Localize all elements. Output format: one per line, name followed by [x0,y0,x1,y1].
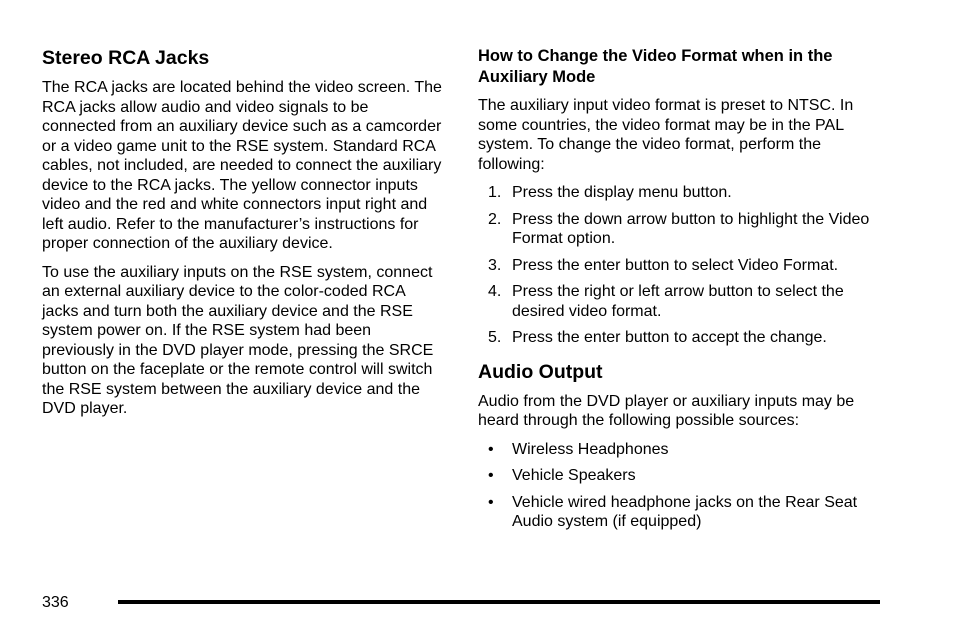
step-item [478,256,890,276]
step-number: 1. [488,184,502,201]
list-item [478,466,890,486]
left-column [42,46,442,428]
step-number: 5. [488,329,502,346]
paragraph-video-format-intro: The auxiliary input video format is preset to NTSC. In some countries, the video format may be in the PAL system. To change the video format, perform the following: [478,97,854,173]
step-text: Press the enter button to accept the change. [512,329,827,346]
bullet-icon: • [488,440,494,458]
step-number: 4. [488,283,502,300]
video-format-steps [478,183,890,348]
step-text: Press the enter button to select Video Format. [512,256,839,274]
subheading-video-format: How to Change the Video Format when in the Auxiliary Mode [478,47,833,86]
paragraph-audio-intro: Audio from the DVD player or auxiliary inputs may be heard through the following possible sources: [478,392,855,429]
audio-sources-list [478,440,890,532]
list-item-text: Vehicle Speakers [512,467,636,484]
right-column [478,46,890,541]
step-number: 2. [488,210,502,228]
step-number: 3. [488,256,502,274]
step-item [478,282,890,321]
step-text: Press the right or left arrow button to select the desired video format. [512,283,844,320]
footer-divider [118,600,880,604]
section-heading-stereo-rca-jacks: Stereo RCA Jacks [42,47,210,69]
step-item [478,183,890,203]
page-number: 336 [42,594,69,611]
list-item [478,493,890,532]
step-item [478,328,890,348]
paragraph-aux-usage: To use the auxiliary inputs on the RSE system, connect an external auxiliary device to the color-coded RCA jacks and turn both the auxiliary device and the RSE system power on. If the RSE system had been previously in the DVD player mode, pressing the SRCE button on the faceplate or the remote control will switch the RSE system between the auxiliary device and the DVD player. [42,263,434,417]
bullet-icon: • [488,467,494,484]
list-item-text: Wireless Headphones [512,440,669,458]
section-heading-audio-output: Audio Output [478,360,603,383]
step-text: Press the down arrow button to highlight the Video Format option. [512,210,870,247]
step-item [478,210,890,249]
list-item [478,440,890,460]
bullet-icon: • [488,493,494,511]
list-item-text: Vehicle wired headphone jacks on the Rear Seat Audio system (if equipped) [512,493,858,530]
paragraph-rca-location: The RCA jacks are located behind the video screen. The RCA jacks allow audio and video signals to be connected from an auxiliary device such as a camcorder or a video game unit to the RSE system. Standard RCA cables, not included, are needed to connect the auxiliary device to the RCA jacks. The yellow connector inputs video and the red and white connectors input right and left audio. Refer to the manufacturer’s instructions for proper connection of the auxiliary device. [42,79,442,252]
step-text: Press the display menu button. [512,184,732,201]
